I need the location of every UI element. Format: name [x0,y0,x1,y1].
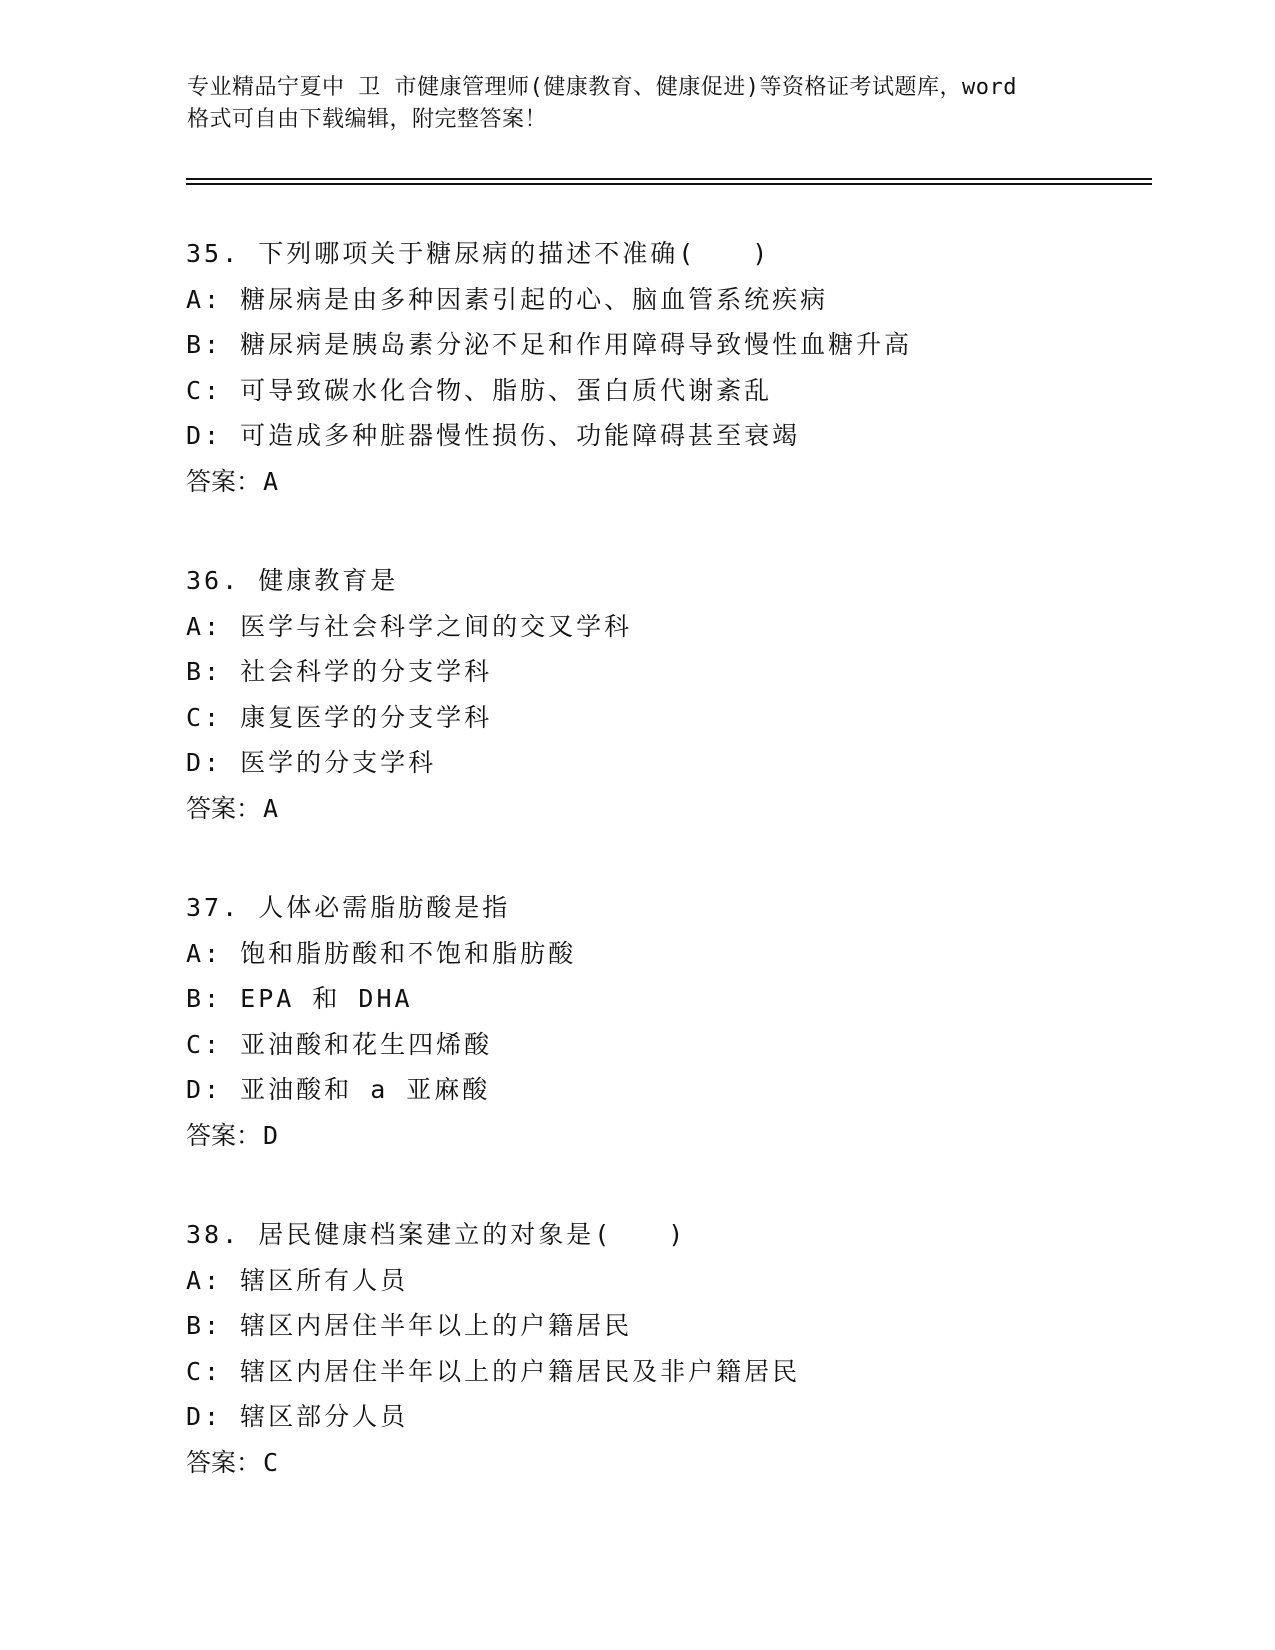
answer-label: 答案： [186,793,262,823]
option-a: A: 糖尿病是由多种因素引起的心、脑血管系统疾病 [186,284,829,314]
answer [186,786,1166,832]
option-a: A: 饱和脂肪酸和不饱和脂肪酸 [186,938,577,968]
option-d: D: 医学的分支学科 [186,748,437,777]
answer-value: D [263,1120,279,1150]
question-37 [186,885,1166,1158]
option-b: B: EPA 和 DHA [186,984,413,1013]
option-c: C: 康复医学的分支学科 [186,702,493,732]
question-stem: 35. 下列哪项关于糖尿病的描述不准确( ) [186,239,771,268]
option-b: B: 辖区内居住半年以上的户籍居民 [186,1311,633,1340]
document-header [187,72,1087,136]
header-line-1: 专业精品宁夏中 卫 市健康管理师(健康教育、健康促进)等资格证考试题库，word [187,75,1017,100]
option-d: D: 辖区部分人员 [186,1402,409,1431]
question-35 [186,231,1166,504]
question-stem: 37. 人体必需脂肪酸是指 [186,893,511,922]
option-a: A: 医学与社会科学之间的交叉学科 [186,611,633,641]
answer-label: 答案： [186,1447,262,1477]
header-divider-top [186,178,1152,180]
option-a: A: 辖区所有人员 [186,1265,409,1295]
option-c: C: 辖区内居住半年以上的户籍居民及非户籍居民 [186,1356,801,1386]
answer-value: A [263,466,279,496]
answer-label: 答案： [186,466,262,496]
answer [186,459,1166,505]
question-stem: 38. 居民健康档案建立的对象是( ) [186,1220,687,1249]
option-b: B: 社会科学的分支学科 [186,657,493,686]
header-divider-bottom [186,183,1152,185]
header-line-2: 格式可自由下载编辑，附完整答案！ [187,107,548,132]
question-36 [186,558,1166,831]
answer-value: A [263,793,279,823]
option-d: D: 亚油酸和 a 亚麻酸 [186,1075,491,1104]
question-38 [186,1212,1166,1485]
answer [186,1113,1166,1159]
answer [186,1440,1166,1486]
option-c: C: 亚油酸和花生四烯酸 [186,1029,493,1059]
question-stem: 36. 健康教育是 [186,566,399,595]
option-d: D: 可造成多种脏器慢性损伤、功能障碍甚至衰竭 [186,421,801,450]
option-b: B: 糖尿病是胰岛素分泌不足和作用障碍导致慢性血糖升高 [186,330,913,359]
answer-value: C [263,1447,279,1477]
answer-label: 答案： [186,1120,262,1150]
option-c: C: 可导致碳水化合物、脂肪、蛋白质代谢紊乱 [186,375,773,405]
question-list [186,231,1166,1539]
